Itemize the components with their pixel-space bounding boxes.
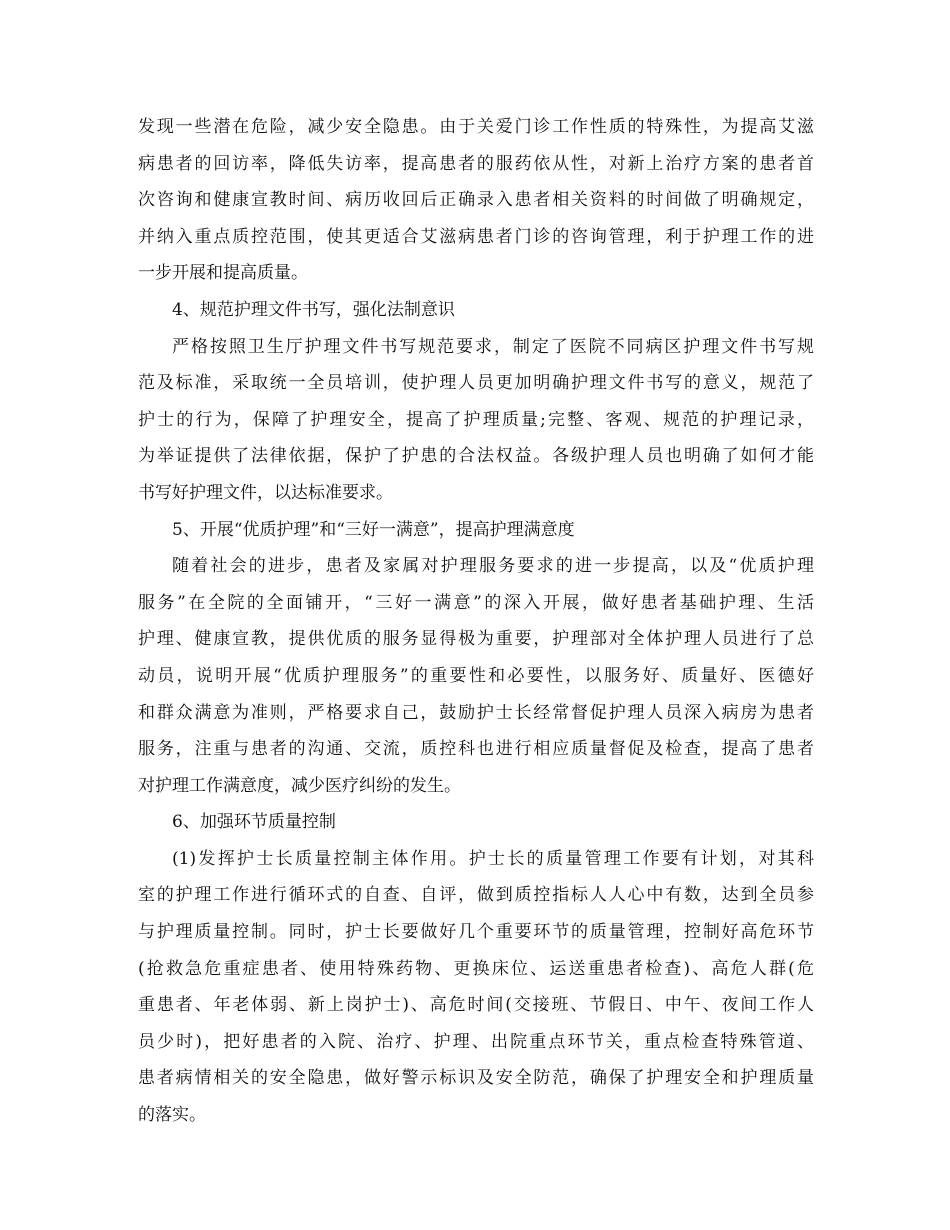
text-line: 重患者、年老体弱、新上岗护士)、高危时间(交接班、节假日、中午、夜间工作人 xyxy=(138,995,814,1016)
text-line: 室的护理工作进行循环式的自查、自评，做到质控指标人人心中有数，达到全员参 xyxy=(138,885,814,906)
text-line: 并纳入重点质控范围，使其更适合艾滋病患者门诊的咨询管理，利于护理工作的进 xyxy=(138,226,814,247)
text-line: 为举证提供了法律依据，保护了护患的合法权益。各级护理人员也明确了如何才能 xyxy=(138,446,814,467)
text-line: 动员，说明开展“优质护理服务”的重要性和必要性，以服务好、质量好、医德好 xyxy=(138,665,814,686)
text-line: 服务”在全院的全面铺开，“三好一满意”的深入开展，做好患者基础护理、生活 xyxy=(138,592,814,613)
text-line: 护士的行为，保障了护理安全，提高了护理质量;完整、客观、规范的护理记录， xyxy=(138,409,814,430)
text-line: 次咨询和健康宣教时间、病历收回后正确录入患者相关资料的时间做了明确规定， xyxy=(138,190,814,211)
section-heading-6 xyxy=(138,804,814,841)
text-line: (抢救急危重症患者、使用特殊药物、更换床位、运送重患者检查)、高危人群(危 xyxy=(138,958,814,979)
paragraph-quality-care xyxy=(138,548,814,804)
text-line: 和群众满意为准则，严格要求自己，鼓励护士长经常督促护理人员深入病房为患者 xyxy=(138,702,814,723)
document-body xyxy=(138,109,814,1134)
paragraph-documentation xyxy=(138,329,814,512)
text-line: 书写好护理文件，以达标准要求。 xyxy=(138,482,393,503)
text-line: 服务，注重与患者的沟通、交流，质控科也进行相应质量督促及检查，提高了患者 xyxy=(138,739,814,760)
heading-text: 6、加强环节质量控制 xyxy=(172,812,336,833)
heading-text: 5、开展“优质护理”和“三好一满意”，提高护理满意度 xyxy=(172,519,575,540)
paragraph-continued xyxy=(138,109,814,292)
text-line: 范及标准，采取统一全员培训，使护理人员更加明确护理文件书写的意义，规范了 xyxy=(138,373,814,394)
text-line: 发现一些潜在危险，减少安全隐患。由于关爱门诊工作性质的特殊性，为提高艾滋 xyxy=(138,117,814,137)
text-line: 患者病情相关的安全隐患，做好警示标识及安全防范，确保了护理安全和护理质量 xyxy=(138,1068,814,1089)
text-line: 护理、健康宣教，提供优质的服务显得极为重要，护理部对全体护理人员进行了总 xyxy=(138,629,814,650)
section-heading-5 xyxy=(138,512,814,549)
text-line: 病患者的回访率，降低失访率，提高患者的服药依从性，对新上治疗方案的患者首 xyxy=(138,153,814,174)
paragraph-quality-control xyxy=(138,841,814,1134)
text-line: 严格按照卫生厅护理文件书写规范要求，制定了医院不同病区护理文件书写规 xyxy=(172,336,814,357)
heading-text: 4、规范护理文件书写，强化法制意识 xyxy=(172,299,455,320)
text-line: 对护理工作满意度，减少医疗纠纷的发生。 xyxy=(138,775,461,796)
section-heading-4 xyxy=(138,292,814,329)
text-line: (1)发挥护士长质量控制主体作用。护士长的质量管理工作要有计划，对其科 xyxy=(172,848,814,869)
text-line: 的落实。 xyxy=(138,1105,206,1126)
text-line: 一步开展和提高质量。 xyxy=(138,263,308,284)
text-line: 员少时)，把好患者的入院、治疗、护理、出院重点环节关，重点检查特殊管道、 xyxy=(138,1031,814,1052)
text-line: 随着社会的进步，患者及家属对护理服务要求的进一步提高，以及“优质护理 xyxy=(172,556,814,577)
text-line: 与护理质量控制。同时，护士长要做好几个重要环节的质量管理，控制好高危环节 xyxy=(138,922,814,943)
